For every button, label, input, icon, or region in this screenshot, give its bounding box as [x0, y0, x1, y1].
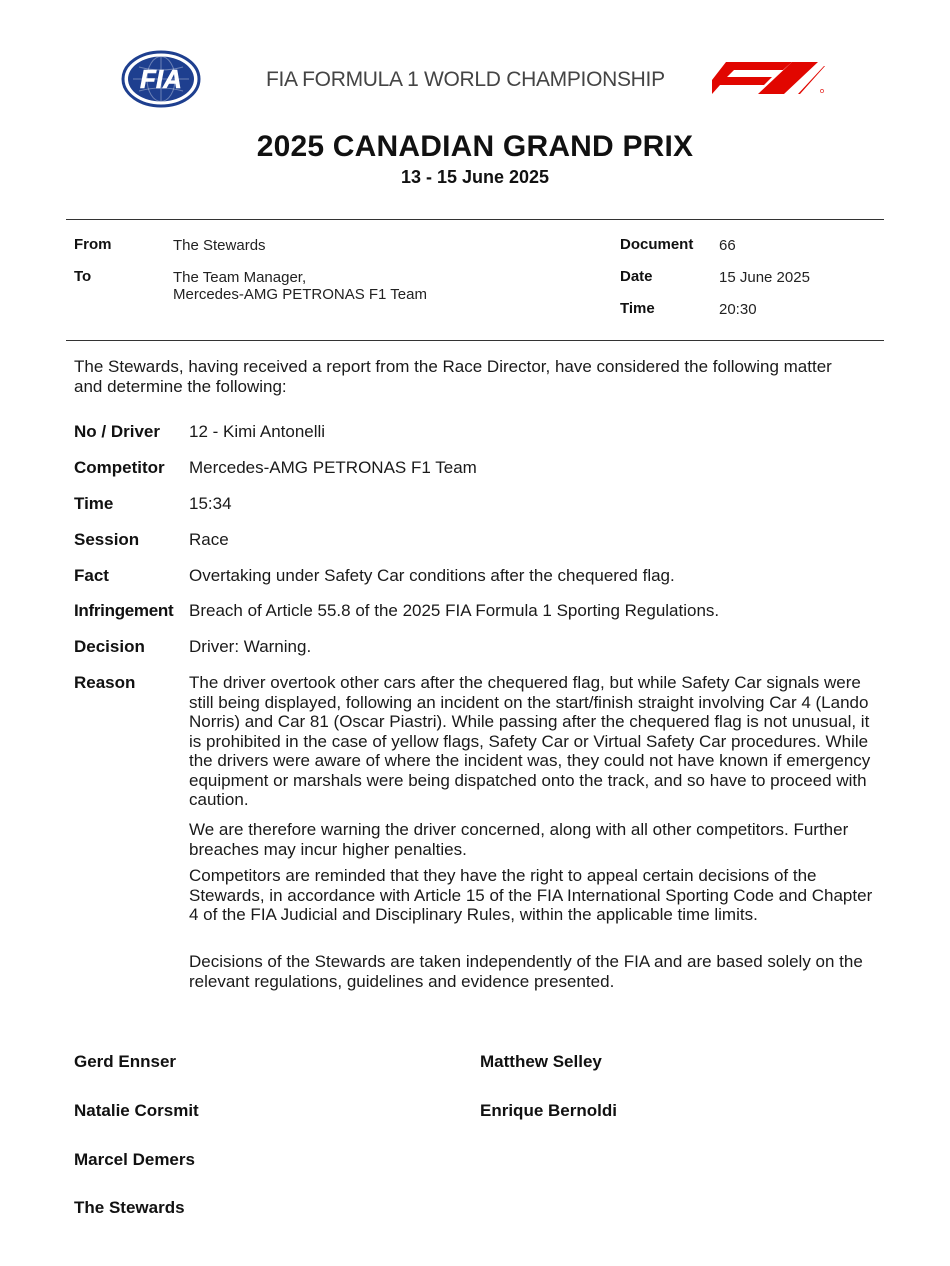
incident-time-value: 15:34 — [189, 494, 232, 513]
infringement-value: Breach of Article 55.8 of the 2025 FIA Formula 1 Sporting Regulations. — [189, 601, 720, 620]
signature-name: Natalie Corsmit — [74, 1101, 199, 1120]
session-label: Session — [74, 530, 140, 549]
appeal-paragraph: Competitors are reminded that they have the right to appeal certain decisions of the Stewards, in accordance with Article 15 of the FIA International Sporting Code and Chapter 4 of the FIA Judicial and Disciplinary Rules, within the applicable time limits. — [189, 866, 873, 924]
event-dates: 13 - 15 June 2025 — [400, 167, 550, 187]
driver-label: No / Driver — [74, 422, 160, 441]
session-value: Race — [189, 530, 229, 549]
championship-title: FIA FORMULA 1 WORLD CHAMPIONSHIP — [266, 68, 665, 91]
signature-name: Gerd Ennser — [74, 1052, 177, 1071]
fact-value: Overtaking under Safety Car conditions after the chequered flag. — [189, 566, 675, 585]
independence-paragraph: Decisions of the Stewards are taken independently of the FIA and are based solely on the relevant regulations, guidelines and evidence presented. — [189, 952, 863, 991]
intro-text: The Stewards, having received a report from the Race Director, have considered the following matter and determine the following: — [74, 357, 832, 396]
reason-paragraph-1: The driver overtook other cars after the chequered flag, but while Safety Car signals were still being displayed, following an incident on the start/finish straight involving Car 4 (Lando Norris) and Car 81 (Oscar Piastri). While passing after the chequered flag is not unusual, it is prohibited in the case of yellow flags, Safety Car or Virtual Safety Car procedures. While the drivers were aware of where the incident was, they could not have known if emergency equipment or marshals were being dispatched onto the track, and so have to proceed with caution. — [189, 673, 871, 809]
driver-value: 12 - Kimi Antonelli — [189, 422, 326, 441]
date-value: 15 June 2025 — [719, 269, 810, 286]
signature-name: Marcel Demers — [74, 1150, 195, 1169]
signature-name: Enrique Bernoldi — [480, 1101, 617, 1120]
competitor-value: Mercedes-AMG PETRONAS F1 Team — [189, 458, 477, 477]
fact-label: Fact — [74, 566, 109, 585]
from-label: From — [74, 236, 112, 253]
decision-value: Driver: Warning. — [189, 637, 312, 656]
from-value: The Stewards — [173, 237, 266, 254]
competitor-label: Competitor — [74, 458, 165, 477]
header-divider-top — [66, 219, 884, 220]
document-number: 66 — [719, 237, 736, 254]
svg-text:FIA: FIA — [140, 64, 182, 94]
to-value-line1: The Team Manager, — [173, 269, 307, 286]
time-label: Time — [620, 300, 655, 317]
fia-logo-icon — [121, 50, 201, 108]
reason-paragraph-2: We are therefore warning the driver concerned, along with all other competitors. Further breaches may incur higher penalties. — [189, 820, 849, 859]
signature-name: Matthew Selley — [480, 1052, 602, 1071]
infringement-label: Infringement — [74, 601, 174, 620]
header-divider-bottom — [66, 340, 884, 341]
reason-label: Reason — [74, 673, 136, 692]
event-title: 2025 CANADIAN GRAND PRIX — [256, 130, 694, 163]
incident-time-label: Time — [74, 494, 114, 513]
decision-label: Decision — [74, 637, 145, 656]
f1-logo-icon — [712, 62, 827, 94]
stewards-signoff: The Stewards — [74, 1198, 185, 1217]
to-value-line2: Mercedes-AMG PETRONAS F1 Team — [173, 286, 427, 303]
document-label: Document — [620, 236, 694, 253]
date-label: Date — [620, 268, 653, 285]
time-value: 20:30 — [719, 301, 757, 318]
to-label: To — [74, 268, 92, 285]
